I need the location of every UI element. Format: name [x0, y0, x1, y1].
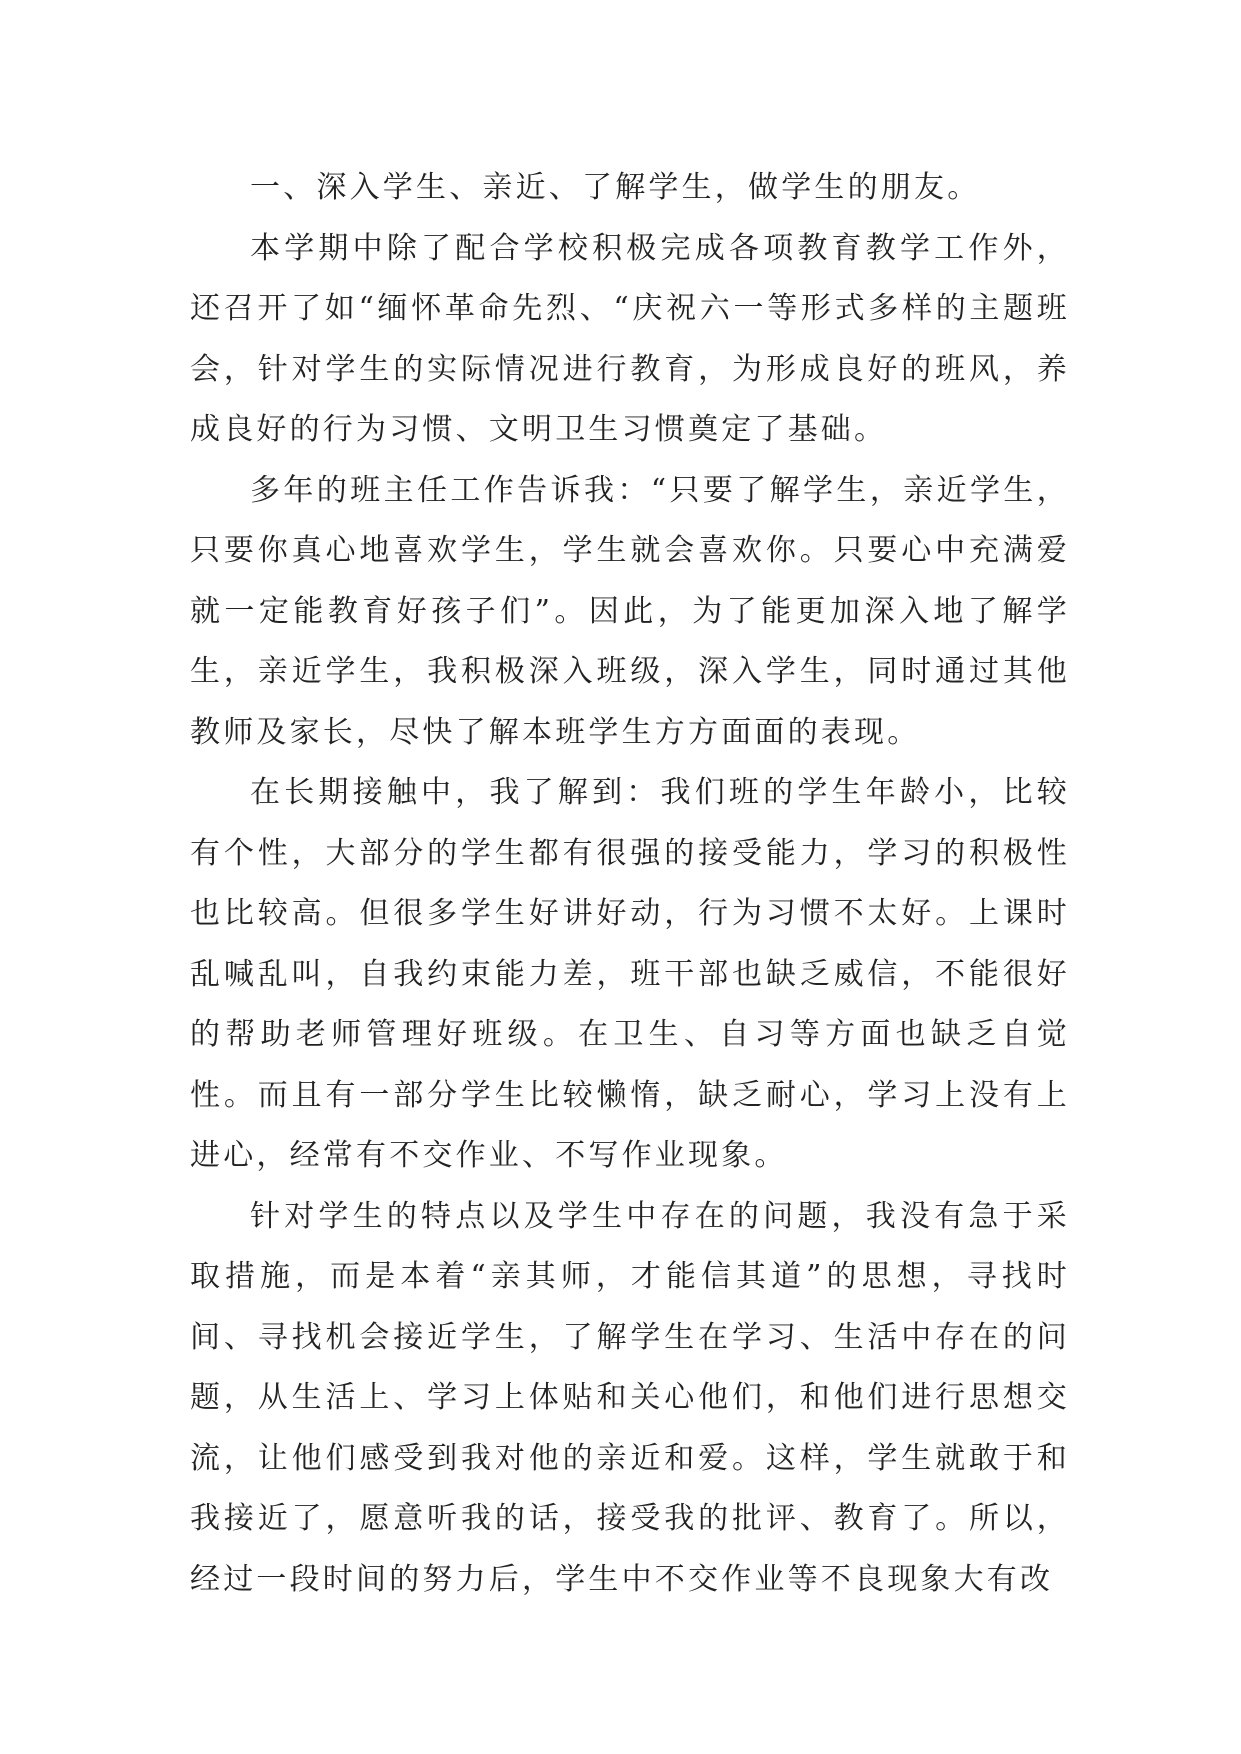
section-heading: 一、深入学生、亲近、了解学生，做学生的朋友。	[250, 170, 981, 205]
paragraph: 本学期中除了配合学校积极完成各项教育教学工作外，还召开了如“缅怀革命先烈、“庆祝六一等形式多样的主题班会，针对学生的实际情况进行教育，为形成良好的班风，养成良好的行为习惯、文明卫生习惯奠定了基础。	[190, 230, 1070, 447]
document-body	[190, 158, 1070, 1610]
paragraph: 多年的班主任工作告诉我：“只要了解学生，亲近学生，只要你真心地喜欢学生，学生就会喜欢你。只要心中充满爱就一定能教育好孩子们”。因此，为了能更加深入地了解学生，亲近学生，我积极深入班级，深入学生，同时通过其他教师及家长，尽快了解本班学生方方面面的表现。	[190, 472, 1070, 750]
paragraph: 针对学生的特点以及学生中存在的问题，我没有急于采取措施，而是本着“亲其师，才能信其道”的思想，寻找时间、寻找机会接近学生，了解学生在学习、生活中存在的问题，从生活上、学习上体贴和关心他们，和他们进行思想交流，让他们感受到我对他的亲近和爱。这样，学生就敢于和我接近了，愿意听我的话，接受我的批评、教育了。所以，经过一段时间的努力后，学生中不交作业等不良现象大有改	[190, 1198, 1070, 1597]
paragraph: 在长期接触中，我了解到：我们班的学生年龄小，比较有个性，大部分的学生都有很强的接受能力，学习的积极性也比较高。但很多学生好讲好动，行为习惯不太好。上课时乱喊乱叫，自我约束能力差，班干部也缺乏威信，不能很好的帮助老师管理好班级。在卫生、自习等方面也缺乏自觉性。而且有一部分学生比较懒惰，缺乏耐心，学习上没有上进心，经常有不交作业、不写作业现象。	[190, 775, 1070, 1173]
